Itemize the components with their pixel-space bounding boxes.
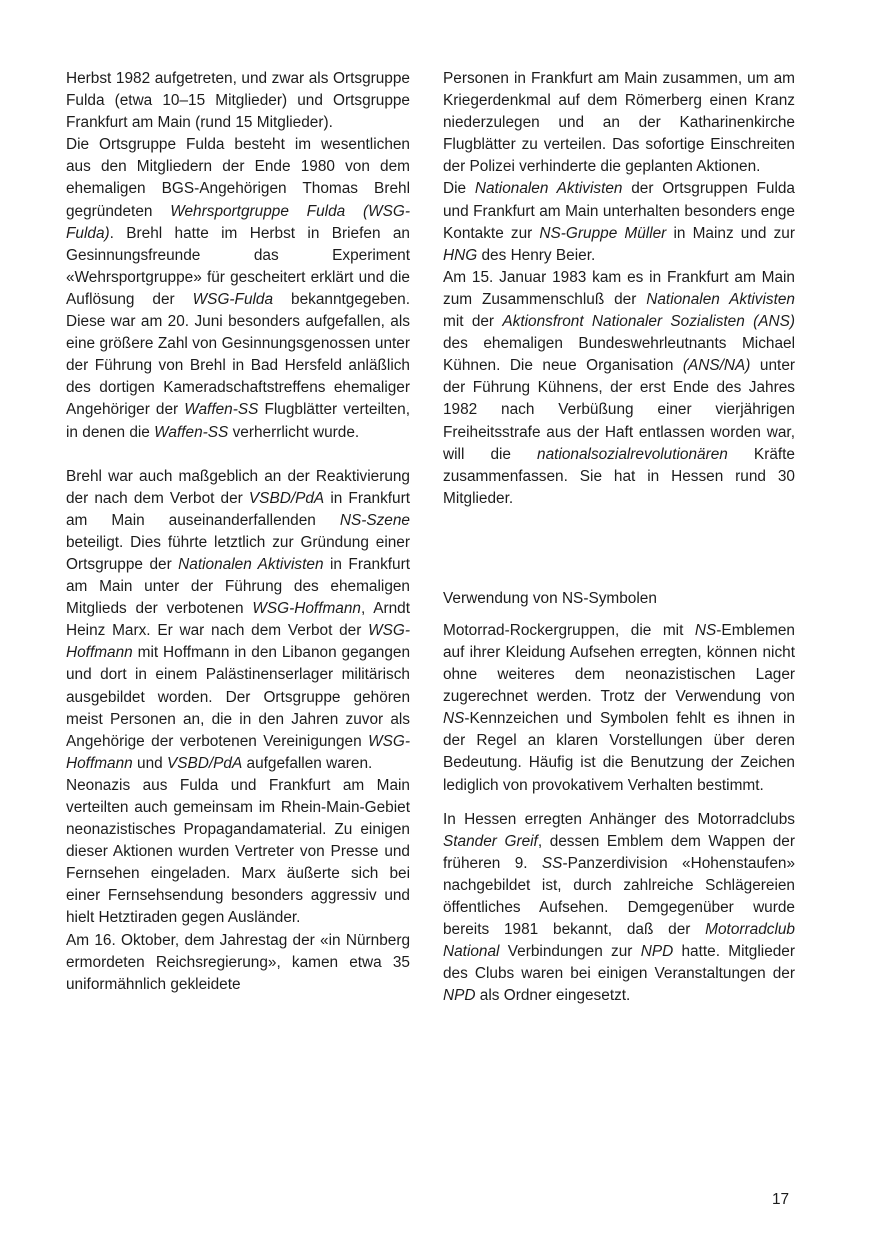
text-run: Herbst 1982 aufgetreten, und zwar als Ortsgruppe Fulda (etwa 10–15 Mitglieder) und Ortsgruppe Frankfurt am Main (rund 15 Mitglieder). [66, 70, 410, 132]
italic-term: NPD [443, 987, 476, 1005]
section-paragraph-1 [443, 620, 795, 797]
text-run: mit Hoffmann in den Libanon gegangen und dort in einem Palästinenserlager militärisch ausgebildet worden. Der Ortsgruppe gehören meist Personen an, die in den Jahren zuvor als Angehörige der verbotenen Vereinigungen [66, 644, 410, 750]
text-run: hatte. Mitglieder des Clubs waren bei einigen Veranstaltungen der [443, 943, 795, 983]
text-run: des ehemaligen Bundeswehrleutnants Michael Kühnen. Die neue Organisation [443, 335, 795, 375]
text-run: Die [443, 180, 475, 198]
right-paragraph-1 [443, 68, 795, 178]
text-run: in Frankfurt am Main unter der Führung des ehemaligen Mitglieds der verbotenen [66, 555, 410, 618]
text-run: Motorrad-Rockergruppen, die mit [443, 621, 695, 639]
left-paragraph-5 [66, 930, 410, 996]
italic-term: (ANS/NA) [682, 357, 751, 375]
text-run: -Panzerdivision «Hohenstaufen» nachgebildet ist, durch zahlreiche Schlägereien öffentliches Aufsehen. Demgegenüber wurde bereits 1981 bekannt, daß der [443, 854, 796, 939]
text-run: in Frankfurt am Main auseinanderfallenden [66, 489, 411, 529]
italic-term: WSG-Hoffmann [66, 732, 410, 772]
left-paragraph-2 [66, 134, 410, 443]
text-run: , Arndt Heinz Marx. Er war nach dem Verbot der [66, 600, 410, 640]
text-run: bekanntgegeben. Diese war am 20. Juni besonders aufgefallen, als eine größere Zahl von Gesinnungsgenossen unter der Führung von Brehl in Bad Hersfeld anläßlich des dortigen Kameradschaftstreffens ehemaliger Angehöriger der [66, 290, 410, 419]
italic-term: NS [694, 621, 717, 639]
text-run: , dessen Emblem dem Wappen der früheren 9. [443, 832, 795, 872]
text-run: in Mainz und zur [666, 224, 795, 242]
text-run: Flugblätter verteilten, in denen die [66, 401, 410, 441]
text-run: der Ortsgruppen Fulda und Frankfurt am Main unterhalten besonders enge Kontakte zur [443, 180, 795, 242]
text-run: . Brehl hatte im Herbst in Briefen an Gesinnungsfreunde das Experiment «Wehrsportgruppe» für gescheitert erklärt und die Auflösung der [66, 224, 410, 308]
text-run: als Ordner eingesetzt. [475, 987, 631, 1005]
text-run: und [132, 754, 167, 772]
italic-term: Stander Greif [443, 832, 538, 850]
right-column [443, 68, 795, 1007]
italic-term: NS [443, 710, 465, 728]
italic-term: Nationalen Aktivisten [178, 555, 324, 573]
text-run: aufgefallen waren. [242, 754, 373, 772]
left-column [66, 68, 410, 996]
italic-term: Nationalen Aktivisten [474, 180, 623, 198]
italic-term: NS-Gruppe Müller [539, 224, 667, 242]
italic-term: WSG-Hoffmann [66, 622, 410, 662]
text-run: Personen in Frankfurt am Main zusammen, um am Kriegerdenkmal auf dem Römerberg einen Kranz niederzulegen und an der Katharinenkirche Flugblätter zu verteilen. Das sofortige Einschreiten der Polizei verhinderte die geplanten Aktionen. [443, 70, 795, 176]
text-run: beteiligt. Dies führte letztlich zur Gründung einer Ortsgruppe der [66, 533, 410, 573]
text-run: Die Ortsgruppe Fulda besteht im wesentlichen aus den Mitgliedern der Ende 1980 von dem ehemaligen BGS-Angehörigen Thomas Brehl gegründeten [66, 136, 410, 220]
italic-term: Waffen-SS [184, 401, 259, 419]
text-run: -Kennzeichen und Symbolen fehlt es ihnen in der Regel an klaren Vorstellungen über deren Bedeutung. Häufig ist die Benutzung der Zeichen lediglich von provokativem Verhalten bestimmt. [443, 710, 795, 794]
italic-term: Aktionsfront Nationaler Sozialisten (ANS) [502, 313, 795, 331]
italic-term: VSBD/PdA [166, 754, 243, 772]
italic-term: NS-Szene [339, 511, 410, 529]
italic-term: Waffen-SS [154, 423, 229, 441]
italic-term: SS [541, 854, 563, 872]
page-number: 17 [772, 1191, 790, 1208]
italic-term: Nationalen Aktivisten [646, 290, 795, 308]
section-paragraph-2 [443, 809, 795, 1008]
italic-term: WSG-Hoffmann [252, 600, 361, 618]
text-run: unter der Führung Kühnens, der erst Ende des Jahres 1982 nach Verbüßung einer vierjährigen Freiheitsstrafe aus der Haft entlassen worden war, will die [443, 357, 795, 463]
italic-term: nationalsozialrevolutionären [537, 445, 728, 463]
text-run: Neonazis aus Fulda und Frankfurt am Main verteilten auch gemeinsam im Rhein-Main-Gebiet neonazistisches Propagandamaterial. Zu einigen dieser Aktionen wurden Vertreter von Presse und Fernsehen eingeladen. Marx äußerte sich bei einer Fernsehsendung besonders aggressiv und hielt Hetztiraden gegen Ausländer. [66, 776, 410, 927]
text-run: -Emblemen auf ihrer Kleidung Aufsehen erregten, können nicht ohne weiteres dem neonazistischen Lager zugerechnet werden. Trotz der Verwendung von [443, 621, 795, 706]
text-run: verherrlicht wurde. [228, 423, 360, 441]
left-paragraph-3 [66, 466, 410, 775]
right-paragraph-2 [443, 178, 795, 266]
text-run: Verbindungen zur [499, 943, 641, 961]
left-paragraph-1 [66, 68, 410, 134]
left-paragraph-4 [66, 775, 410, 930]
italic-term: VSBD/PdA [248, 489, 325, 507]
text-run: Am 15. Januar 1983 kam es in Frankfurt am Main zum Zusammenschluß der [443, 268, 795, 308]
italic-term: Motorradclub National [443, 921, 795, 961]
italic-term: WSG-Fulda [192, 290, 274, 308]
text-run: Am 16. Oktober, dem Jahrestag der «in Nürnberg ermordeten Reichsregierung», kamen etwa 35 uniformähnlich gekleidete [66, 931, 410, 993]
italic-term: Wehrsportgruppe Fulda (WSG-Fulda) [66, 202, 410, 242]
text-run: des Henry Beier. [477, 246, 596, 264]
text-run: Brehl war auch maßgeblich an der Reaktivierung der nach dem Verbot der [66, 467, 410, 507]
text-run: mit der [443, 313, 503, 331]
italic-term: NPD [640, 943, 674, 961]
text-run: In Hessen erregten Anhänger des Motorradclubs [443, 810, 795, 828]
right-paragraph-3 [443, 267, 795, 510]
italic-term: HNG [443, 246, 478, 264]
text-run: Kräfte zusammenfassen. Sie hat in Hessen rund 30 Mitglieder. [443, 445, 795, 507]
section-heading: Verwendung von NS-Symbolen [443, 589, 657, 607]
